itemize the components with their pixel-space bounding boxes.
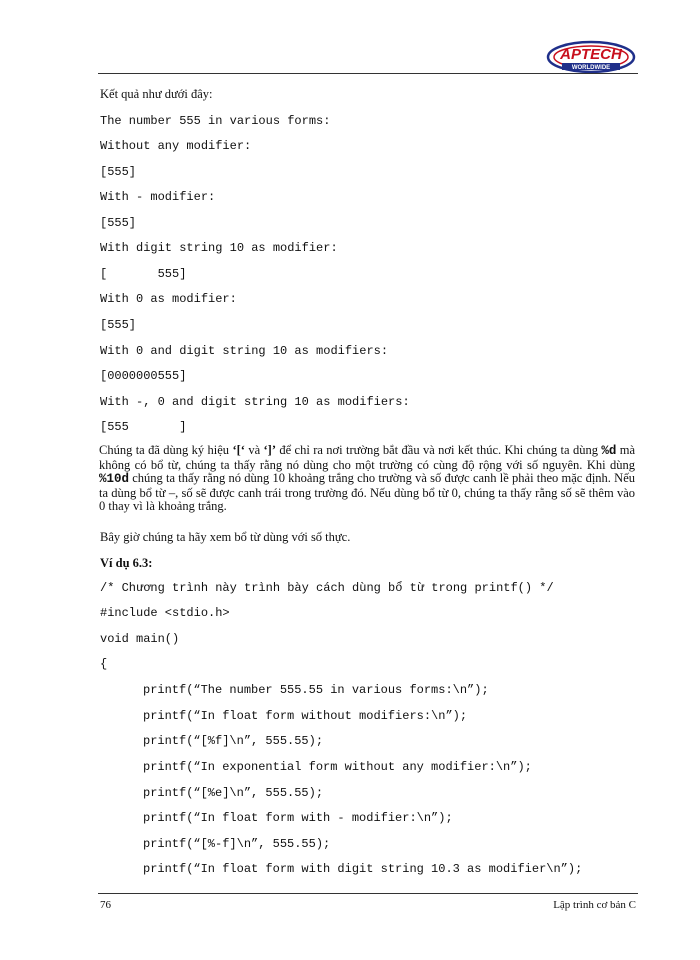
code-line: void main() — [100, 632, 180, 646]
code-line: #include <stdio.h> — [100, 606, 230, 620]
output-line: [ 555] — [100, 267, 187, 281]
output-line: [555] — [100, 318, 137, 332]
paragraph-text: để chỉ ra nơi trường bắt đầu và nơi kết thúc. Khi chúng ta dùng — [276, 443, 602, 457]
book-title: Lập trình cơ bản C — [553, 899, 636, 911]
open-bracket-symbol: ‘[‘ — [232, 443, 245, 457]
output-line: With 0 and digit string 10 as modifiers: — [100, 344, 389, 358]
code-line: printf(“[%-f]\n”, 555.55); — [143, 837, 331, 851]
output-line: Without any modifier: — [100, 139, 252, 153]
footer-rule — [98, 893, 638, 894]
output-line: [555] — [100, 216, 137, 230]
output-line: With 0 as modifier: — [100, 292, 237, 306]
code-line: printf(“[%f]\n”, 555.55); — [143, 734, 324, 748]
paragraph-text: chúng ta thấy rằng nó dùng 10 khoảng trắng cho trường và số được canh lề phải theo mặc định. Nếu ta dùng bổ từ –, số sẽ được canh trái trong trường đó. Nếu dùng bổ từ 0, chúng ta thấy rằng số sẽ thêm vào 0 thay vì là khoảng trắng. — [99, 471, 635, 513]
output-line: [0000000555] — [100, 369, 187, 383]
code-line: /* Chương trình này trình bày cách dùng bổ từ trong printf() */ — [100, 581, 554, 595]
output-line: With -, 0 and digit string 10 as modifiers: — [100, 395, 410, 409]
output-line: With - modifier: — [100, 190, 216, 204]
example-title: Ví dụ 6.3: — [100, 556, 153, 570]
output-line: With digit string 10 as modifier: — [100, 241, 338, 255]
next-paragraph: Bây giờ chúng ta hãy xem bổ từ dùng với số thực. — [100, 530, 351, 544]
intro-text: Kết quả như dưới đây: — [100, 87, 213, 101]
logo-subtext: WORLDWIDE — [571, 65, 611, 71]
format-specifier: %10d — [99, 472, 130, 486]
output-line: The number 555 in various forms: — [100, 114, 331, 128]
logo-text: APTECH — [560, 46, 622, 63]
paragraph-text: và — [244, 443, 264, 457]
code-line: printf(“In float form with digit string 10.3 as modifier\n”); — [143, 862, 583, 876]
output-line: [555 ] — [100, 420, 187, 434]
format-specifier: %d — [601, 444, 617, 458]
paragraph-text: Chúng ta đã dùng ký hiệu — [99, 443, 233, 457]
code-line: printf(“In float form without modifiers:\n”); — [143, 709, 468, 723]
header-rule — [98, 73, 638, 74]
code-line: printf(“[%e]\n”, 555.55); — [143, 786, 324, 800]
code-line: printf(“In float form with - modifier:\n”); — [143, 811, 453, 825]
explanation-paragraph — [99, 444, 635, 514]
paragraph-text: mà không có bổ từ, chúng ta thấy rằng nó dùng cho một trường có cùng độ rộng với số nguyên. Khi dùng — [99, 443, 635, 472]
close-bracket-symbol: ‘]’ — [263, 443, 276, 457]
output-line: [555] — [100, 165, 137, 179]
aptech-logo — [546, 38, 636, 76]
code-line: { — [100, 657, 108, 671]
code-line: printf(“The number 555.55 in various forms:\n”); — [143, 683, 489, 697]
code-line: printf(“In exponential form without any modifier:\n”); — [143, 760, 532, 774]
page-number: 76 — [100, 899, 111, 911]
